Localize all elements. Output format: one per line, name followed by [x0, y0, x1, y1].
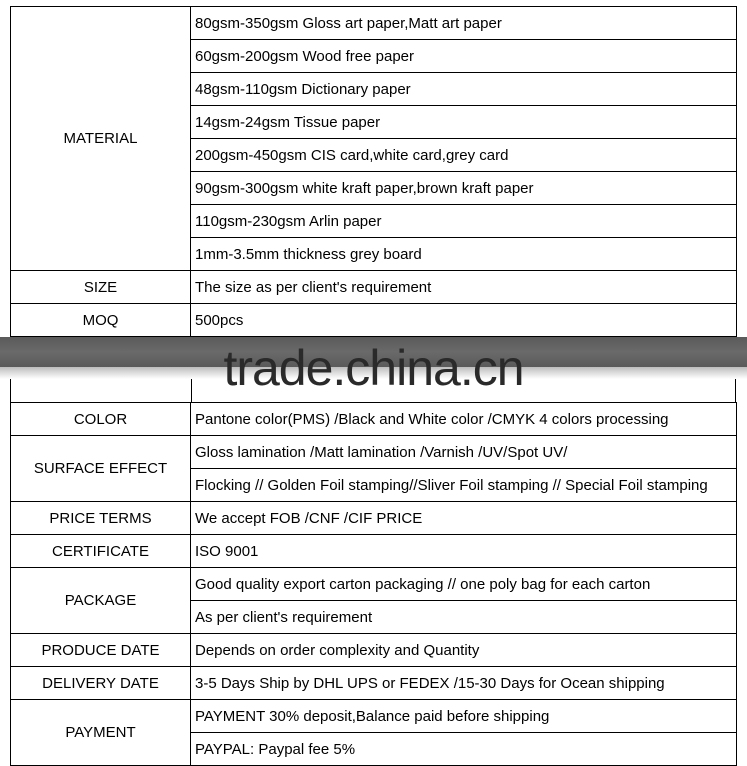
- table-row: [11, 271, 737, 304]
- row-value: Pantone color(PMS) /Black and White color /CMYK 4 colors processing: [191, 403, 737, 436]
- row-label: SURFACE EFFECT: [11, 436, 191, 502]
- table-row: [11, 535, 737, 568]
- table-row: [11, 436, 737, 469]
- row-value: Flocking // Golden Foil stamping//Sliver Foil stamping // Special Foil stamping: [191, 469, 737, 502]
- row-value: PAYMENT 30% deposit,Balance paid before shipping: [191, 700, 737, 733]
- spec-table-bottom: [10, 402, 737, 766]
- row-value: The size as per client's requirement: [191, 271, 737, 304]
- row-value: 90gsm-300gsm white kraft paper,brown kraft paper: [191, 172, 737, 205]
- row-label: SIZE: [11, 271, 191, 304]
- row-value: PAYPAL: Paypal fee 5%: [191, 733, 737, 766]
- table-row: [11, 700, 737, 733]
- row-value: As per client's requirement: [191, 601, 737, 634]
- table-row: [11, 667, 737, 700]
- row-label: PRODUCE DATE: [11, 634, 191, 667]
- table-row: [11, 634, 737, 667]
- row-label: CERTIFICATE: [11, 535, 191, 568]
- row-label: MATERIAL: [11, 7, 191, 271]
- row-value: 110gsm-230gsm Arlin paper: [191, 205, 737, 238]
- row-label: DELIVERY DATE: [11, 667, 191, 700]
- table-row: [11, 403, 737, 436]
- row-value: 1mm-3.5mm thickness grey board: [191, 238, 737, 271]
- row-value: ISO 9001: [191, 535, 737, 568]
- row-value: Depends on order complexity and Quantity: [191, 634, 737, 667]
- row-label: PRICE TERMS: [11, 502, 191, 535]
- row-label: PAYMENT: [11, 700, 191, 766]
- spec-table-top: [10, 6, 737, 337]
- row-value: 80gsm-350gsm Gloss art paper,Matt art paper: [191, 7, 737, 40]
- row-value: We accept FOB /CNF /CIF PRICE: [191, 502, 737, 535]
- row-value: 200gsm-450gsm CIS card,white card,grey card: [191, 139, 737, 172]
- table-row: [11, 304, 737, 337]
- row-value: 14gsm-24gsm Tissue paper: [191, 106, 737, 139]
- row-label: PACKAGE: [11, 568, 191, 634]
- row-label: COLOR: [11, 403, 191, 436]
- table-row: [11, 502, 737, 535]
- row-value: 60gsm-200gsm Wood free paper: [191, 40, 737, 73]
- row-value: 3-5 Days Ship by DHL UPS or FEDEX /15-30 Days for Ocean shipping: [191, 667, 737, 700]
- watermark-text: trade.china.cn: [223, 340, 524, 396]
- table-row: [11, 7, 737, 40]
- table-row: [11, 568, 737, 601]
- row-value: Good quality export carton packaging // one poly bag for each carton: [191, 568, 737, 601]
- table-gap: [10, 379, 736, 402]
- row-value: 48gsm-110gsm Dictionary paper: [191, 73, 737, 106]
- row-value: Gloss lamination /Matt lamination /Varnish /UV/Spot UV/: [191, 436, 737, 469]
- row-label: MOQ: [11, 304, 191, 337]
- row-value: 500pcs: [191, 304, 737, 337]
